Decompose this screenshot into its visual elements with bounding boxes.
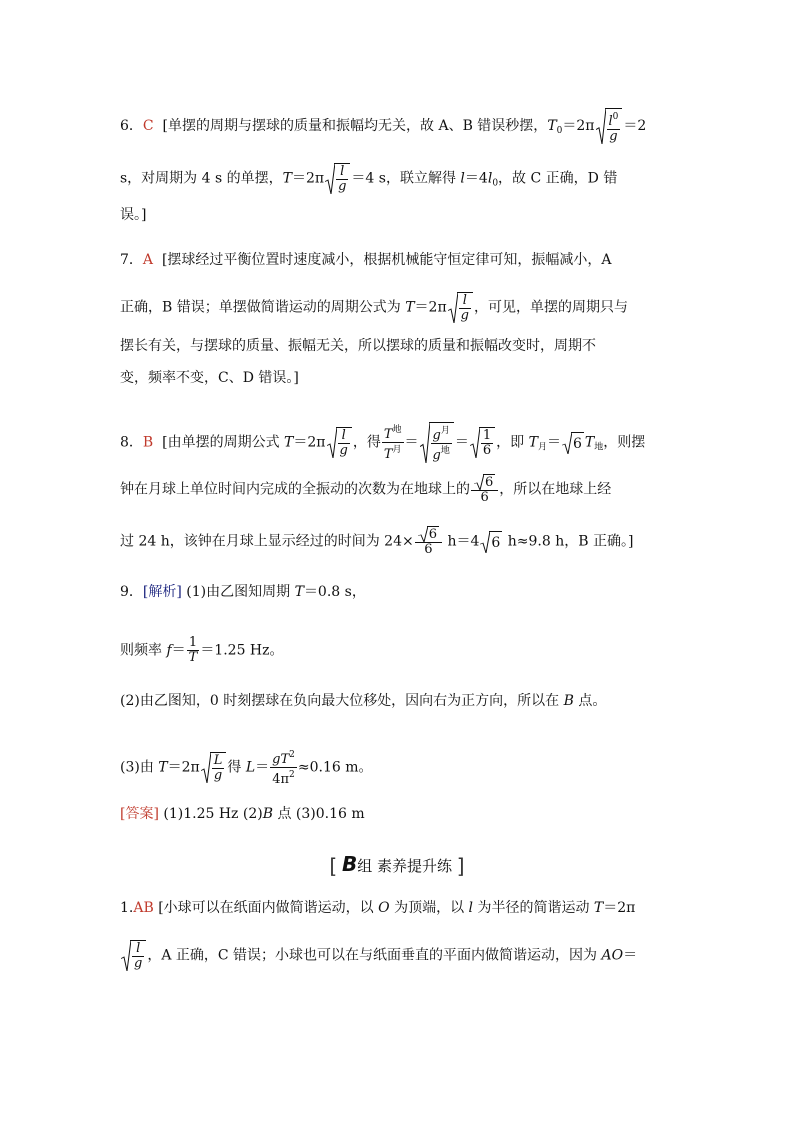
text: s，对周期为 4 s 的单摆， xyxy=(120,170,283,187)
text: ＝2π xyxy=(603,900,636,916)
sqrt xyxy=(418,526,439,542)
var-g: g xyxy=(134,956,143,971)
var-l: l xyxy=(460,170,465,187)
text: ＝ xyxy=(255,759,270,776)
text: h＝4 xyxy=(443,533,480,550)
var-l: l xyxy=(608,114,613,129)
sqrt xyxy=(325,163,350,194)
text: 得 xyxy=(227,759,246,776)
number: 6 xyxy=(482,443,492,458)
text: ，所以在地球上经 xyxy=(499,481,612,498)
text: ≈0.16 m。 xyxy=(297,759,373,776)
number: 6 xyxy=(571,432,584,454)
text: 为半径的简谐运动 xyxy=(473,900,594,916)
superscript: 2 xyxy=(289,770,295,780)
sqrt xyxy=(121,940,146,971)
section-badge: B xyxy=(341,852,358,876)
q7-line-4 xyxy=(120,368,676,388)
b1-number: 1. xyxy=(120,900,134,916)
text: 则频率 xyxy=(120,642,167,659)
var-g: g xyxy=(339,443,348,458)
var-T: T xyxy=(383,447,393,462)
var-L: L xyxy=(213,753,223,768)
fraction xyxy=(382,423,404,462)
text: ＝ xyxy=(623,947,638,964)
text: ＝ xyxy=(171,642,186,659)
text: (1)由乙图知周期 xyxy=(181,584,295,600)
text: ，可见，单摆的周期只与 xyxy=(473,299,628,316)
text: ，得 xyxy=(352,434,381,451)
var-B: B xyxy=(563,693,574,709)
var-B: B xyxy=(262,806,274,822)
subscript: 月 xyxy=(537,442,547,453)
q6-answer: C xyxy=(142,118,154,134)
number: 6 xyxy=(428,527,438,542)
section-heading xyxy=(0,852,794,878)
q7-line-1 xyxy=(120,250,676,270)
text: 钟在月球上单位时间内完成的全振动的次数为在地球上的 xyxy=(120,481,470,498)
q8-line-3 xyxy=(120,526,676,557)
var-l: l xyxy=(459,294,471,309)
sqrt xyxy=(201,752,227,783)
q6-text: [单摆的周期与摆球的质量和振幅均无关，故 A、B 错误秒摆， xyxy=(162,118,548,134)
text: 点 (3)0.16 m xyxy=(273,806,365,822)
var-T: T xyxy=(584,434,595,451)
var-g: g xyxy=(609,129,618,144)
var-l: l xyxy=(468,900,474,916)
var-T: T xyxy=(158,759,168,776)
var-T: T xyxy=(528,434,538,451)
text: ＝2π xyxy=(562,118,595,134)
var-T: T xyxy=(405,299,415,316)
text: ＝1.25 Hz。 xyxy=(200,642,284,659)
fraction xyxy=(270,748,297,787)
text: ＝ xyxy=(454,434,469,451)
var-g: g xyxy=(213,768,223,783)
var-AO: AO xyxy=(601,947,624,964)
superscript: 0 xyxy=(612,112,619,122)
q9-answer-line xyxy=(120,804,676,824)
number: 6 xyxy=(485,475,494,490)
text: ＝2 xyxy=(623,118,647,134)
text: h≈9.8 h，B 正确。] xyxy=(503,533,634,550)
sqrt xyxy=(562,432,584,454)
q6-line-2 xyxy=(120,163,676,194)
fraction xyxy=(415,526,442,557)
var-T: T xyxy=(547,118,557,134)
superscript: 月 xyxy=(440,426,450,436)
q8-number: 8． xyxy=(120,434,143,451)
var-L: L xyxy=(245,759,256,776)
text: ，即 xyxy=(496,434,529,451)
var-T: T xyxy=(284,434,294,451)
text: ＝ xyxy=(546,434,561,451)
var-O: O xyxy=(378,900,390,916)
text: 摆长有关，与摆球的质量、振幅无关，所以摆球的质量和振幅改变时，周期不 xyxy=(120,338,596,354)
q6-number: 6． xyxy=(120,118,143,134)
number: 6 xyxy=(424,542,433,557)
var-T: T xyxy=(188,650,198,665)
text: 为顶端，以 xyxy=(389,900,469,916)
text: ＝2π xyxy=(291,170,325,187)
text: ，A 正确，C 错误；小球也可以在与纸面垂直的平面内做简谐运动，因为 xyxy=(147,947,602,964)
text: 变，频率不变，C、D 错误。] xyxy=(120,370,299,386)
q7-line-3 xyxy=(120,336,676,356)
text: [由单摆的周期公式 xyxy=(162,434,285,451)
var-l: l xyxy=(487,170,493,187)
section-title: 组 素养提升练 xyxy=(357,857,453,875)
text: ＝0.8 s， xyxy=(303,584,366,600)
var-T: T xyxy=(383,427,393,442)
q7-number: 7． xyxy=(120,252,143,268)
text: ＝2π xyxy=(167,759,200,776)
text: 正确，B 错误；单摆做简谐运动的周期公式为 xyxy=(120,299,406,316)
bracket-open: [ xyxy=(329,854,338,878)
superscript: 地 xyxy=(392,425,402,435)
sqrt xyxy=(327,427,352,458)
number: 1 xyxy=(187,636,200,651)
superscript: 月 xyxy=(392,445,402,455)
q9-line-2 xyxy=(120,636,676,665)
b1-answer: AB xyxy=(133,900,154,916)
text: (3)由 xyxy=(120,759,159,776)
text: ＝2π xyxy=(293,434,326,451)
text: (1)1.25 Hz (2) xyxy=(158,806,263,822)
number: 6 xyxy=(480,490,489,505)
text: [摆球经过平衡位置时速度减小，根据机械能守恒定律可知，振幅减小，A xyxy=(161,252,612,268)
var-f: f xyxy=(166,642,172,659)
q9-line-4 xyxy=(120,748,676,787)
var-T: T xyxy=(593,900,604,916)
text: 过 24 h，该钟在月球上显示经过的时间为 24× xyxy=(120,533,414,550)
text: ，故 C 正确，D 错 xyxy=(498,170,618,187)
superscript: 2 xyxy=(289,750,295,760)
subscript: 0 xyxy=(492,178,499,189)
subscript: 0 xyxy=(556,126,563,136)
q8-line-2 xyxy=(120,474,676,505)
text: [小球可以在纸面内做简谐运动，以 xyxy=(153,900,379,916)
q8-line-1 xyxy=(120,422,676,463)
var-g: g xyxy=(432,448,441,463)
text: ＝ xyxy=(404,434,419,451)
sqrt xyxy=(448,292,473,323)
text: ＝4 xyxy=(464,170,488,187)
text: 4π xyxy=(272,772,290,787)
text: 误。] xyxy=(120,207,147,223)
subscript: 地 xyxy=(594,442,604,453)
fraction xyxy=(471,474,498,505)
var-T: T xyxy=(294,584,304,600)
sqrt xyxy=(470,427,495,458)
text: 点。 xyxy=(573,693,607,709)
text: (2)由乙图知，0 时刻摆球在负向最大位移处，因向右为正方向，所以在 xyxy=(120,693,564,709)
q9-line-1 xyxy=(120,582,676,602)
analysis-tag: [解析] xyxy=(142,584,182,600)
q7-answer: A xyxy=(142,252,154,268)
var-l: l xyxy=(338,429,350,444)
var-l: l xyxy=(132,942,144,957)
sqrt xyxy=(474,474,495,490)
number: 1 xyxy=(482,428,492,443)
var-l: l xyxy=(336,165,348,180)
text: ＝2π xyxy=(414,299,447,316)
var-g: g xyxy=(338,179,347,194)
sqrt xyxy=(420,422,454,463)
text: ＝4 s，联立解得 xyxy=(351,170,461,187)
b1-line-2 xyxy=(120,940,676,971)
answer-tag: [答案] xyxy=(120,806,159,822)
var-g: g xyxy=(432,428,441,443)
var-T: T xyxy=(282,170,292,187)
q7-line-2 xyxy=(120,292,676,323)
q6-line-3 xyxy=(120,205,676,225)
q9-line-3 xyxy=(120,691,676,711)
fraction xyxy=(187,636,200,665)
sqrt xyxy=(480,531,502,553)
var-gT: gT xyxy=(272,752,290,767)
q9-number: 9． xyxy=(120,584,143,600)
q6-line-1 xyxy=(120,108,676,144)
superscript: 地 xyxy=(440,446,450,456)
b1-line-1 xyxy=(120,898,676,918)
q8-answer: B xyxy=(142,434,154,451)
sqrt xyxy=(596,108,623,144)
text: ，则摆 xyxy=(603,434,646,451)
bracket-close: ] xyxy=(456,854,465,878)
number: 6 xyxy=(489,531,502,553)
var-g: g xyxy=(460,308,469,323)
